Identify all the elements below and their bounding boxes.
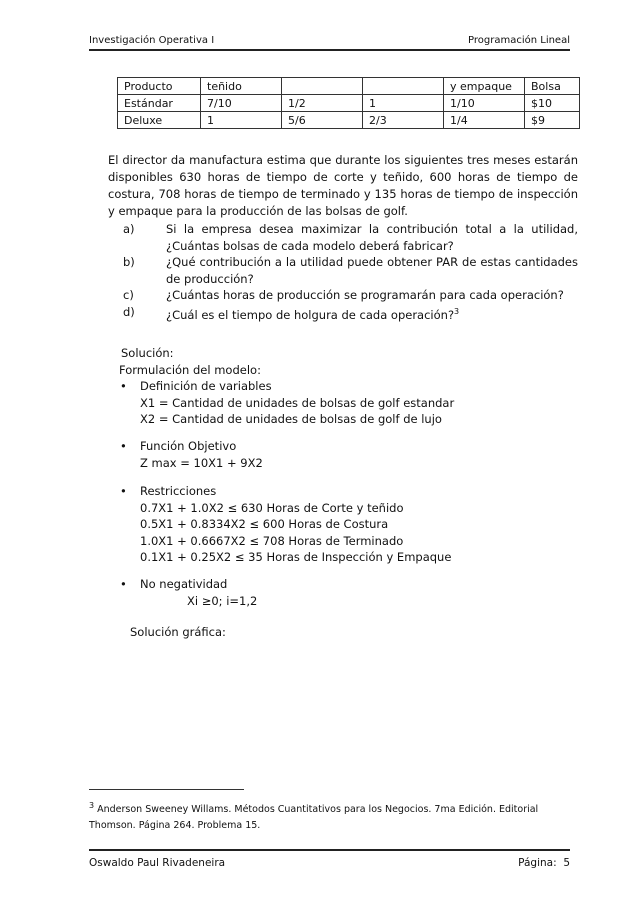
nonneg-section: [120, 576, 258, 609]
footnote: [89, 798, 569, 834]
header-left: Investigación Operativa I: [89, 35, 215, 46]
table-cell: $9: [525, 112, 580, 129]
table-cell: 1: [363, 95, 444, 112]
bullet-icon: •: [120, 484, 127, 498]
objective-section: [120, 438, 263, 471]
question-label: d): [123, 304, 135, 319]
question-text: ¿Qué contribución a la utilidad puede obtener PAR de estas cantidades de producción?: [166, 255, 578, 286]
nonneg-heading: No negatividad: [140, 577, 228, 591]
question-text: ¿Cuál es el tiempo de holgura de cada operación?: [166, 307, 455, 322]
question-item: [123, 304, 578, 323]
table-cell: $10: [525, 95, 580, 112]
table-cell: Estándar: [118, 95, 201, 112]
variable-x1: X1 = Cantidad de unidades de bolsas de golf estandar: [140, 395, 455, 410]
table-cell: 1: [201, 112, 282, 129]
constraint-line: 0.1X1 + 0.25X2 ≤ 35 Horas de Inspección y Empaque: [140, 550, 452, 564]
problem-paragraph: El director da manufactura estima que durante los siguientes tres meses estarán disponibles 630 horas de tiempo de corte y teñido, 600 horas de tiempo de costura, 708 horas de tiempo de terminado y 135 horas de tiempo de inspección y empaque para la producción de las bolsas de golf.: [108, 153, 578, 218]
table-cell: Deluxe: [118, 112, 201, 129]
question-item: [123, 221, 578, 254]
question-item: [123, 254, 578, 287]
table-cell: [282, 78, 363, 95]
solution-subtitle: Formulación del modelo:: [119, 362, 261, 377]
solution-heading: [121, 345, 261, 378]
solution-title: Solución:: [121, 346, 174, 360]
question-text-wrap: [166, 304, 578, 323]
objective-function: Z max = 10X1 + 9X2: [140, 455, 263, 470]
question-list: [123, 221, 578, 323]
page-number: 5: [563, 857, 570, 869]
constraint-line: 0.7X1 + 1.0X2 ≤ 630 Horas de Corte y teñido: [140, 500, 404, 515]
variable-x2: X2 = Cantidad de unidades de bolsas de golf de lujo: [140, 412, 442, 426]
footnote-text: Anderson Sweeney Willams. Métodos Cuantitativos para los Negocios. 7ma Edición. Editorial Thomson. Página 264. Problema 15.: [89, 804, 539, 832]
footer-author: Oswaldo Paul Rivadeneira: [89, 857, 226, 869]
question-label: c): [123, 288, 134, 302]
table-cell: y empaque: [444, 78, 525, 95]
data-table: [117, 77, 580, 129]
objective-heading: Función Objetivo: [140, 439, 237, 453]
table-cell: 1/10: [444, 95, 525, 112]
table-cell: Producto: [118, 78, 201, 95]
graphic-solution-label: Solución gráfica:: [130, 625, 226, 639]
table-cell: 1/4: [444, 112, 525, 129]
table-row: [118, 78, 580, 95]
question-text: Si la empresa desea maximizar la contribución total a la utilidad,¿Cuántas bolsas de cada modelo deberá fabricar?: [166, 222, 578, 253]
table-cell: [363, 78, 444, 95]
question-label: b): [123, 255, 135, 269]
table-cell: teñido: [201, 78, 282, 95]
table-row: [118, 112, 580, 129]
question-text: ¿Cuántas horas de producción se programarán para cada operación?: [166, 288, 564, 302]
constraint-line: 1.0X1 + 0.6667X2 ≤ 708 Horas de Terminado: [140, 533, 404, 548]
page-label: Página:: [518, 857, 557, 869]
constraints-section: [120, 483, 452, 566]
header-right: Programación Lineal: [468, 35, 570, 46]
page-number-group: [518, 857, 570, 869]
table-row: [118, 95, 580, 112]
table-cell: 2/3: [363, 112, 444, 129]
bullet-icon: •: [120, 439, 127, 453]
variables-heading: Definición de variables: [140, 379, 272, 393]
page-footer: [89, 849, 570, 869]
constraints-heading: Restricciones: [140, 484, 217, 498]
question-label: a): [123, 222, 135, 236]
footnote-ref: 3: [454, 306, 460, 316]
bullet-icon: •: [120, 577, 127, 591]
constraint-line: 0.5X1 + 0.8334X2 ≤ 600 Horas de Costura: [140, 517, 389, 531]
footnote-divider: [89, 789, 244, 790]
page-header: [89, 35, 570, 51]
table-cell: 1/2: [282, 95, 363, 112]
variables-section: [120, 378, 455, 428]
nonneg-line: Xi ≥0; i=1,2: [187, 593, 258, 608]
table-cell: 5/6: [282, 112, 363, 129]
table-cell: 7/10: [201, 95, 282, 112]
question-item: [123, 287, 578, 304]
table-cell: Bolsa: [525, 78, 580, 95]
bullet-icon: •: [120, 379, 127, 393]
footnote-number: 3: [89, 801, 95, 810]
